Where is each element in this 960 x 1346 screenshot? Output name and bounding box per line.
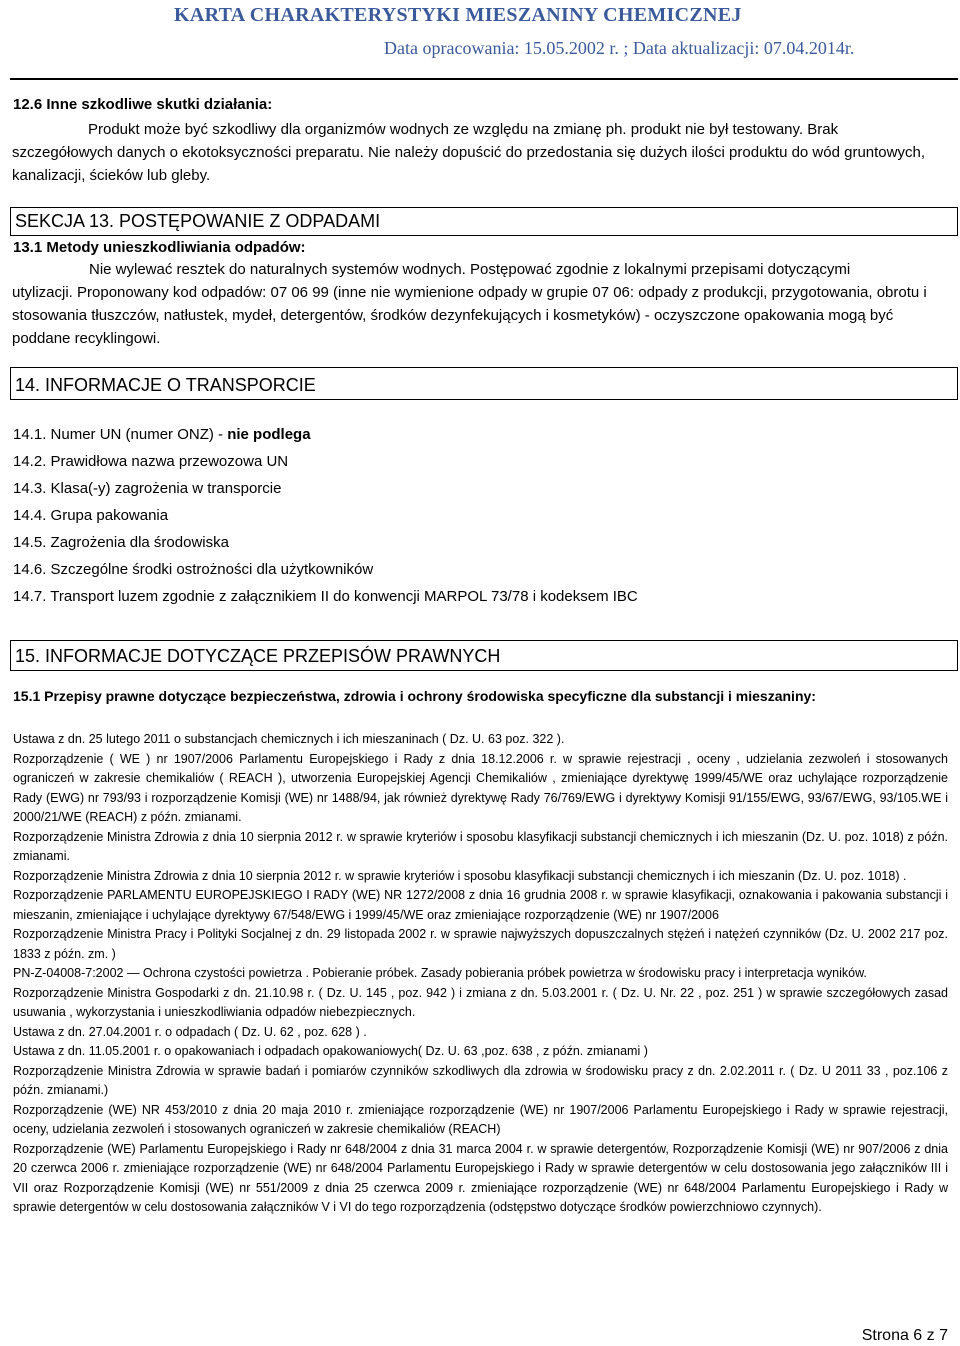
list-item: 14.7. Transport luzem zgodnie z załącznikiem II do konwencji MARPOL 73/78 i kodeksem IBC <box>13 588 638 605</box>
regulation-paragraph: Ustawa z dn. 27.04.2001 r. o odpadach ( Dz. U. 62 , poz. 628 ) . <box>13 1024 367 1039</box>
regulation-paragraph: Rozporządzenie Ministra Pracy i Polityki Socjalnej z dn. 29 listopada 2002 r. w sprawie najwyższych dopuszczalnych stężeń i natężeń czynników (Dz. U. 2002 217 poz. 1833 z późn. zm. ) <box>13 927 948 961</box>
regulation-paragraph: Rozporządzenie Ministra Gospodarki z dn. 21.10.98 r. ( Dz. U. 145 , poz. 942 ) i zmiana z dn. 5.03.2001 r. ( Dz. U. Nr. 22 , poz. 251 ) w sprawie szczegółowych zasad usuwania , wykorzystania i unieszkodliwiania odpadów niebezpiecznych. <box>13 985 948 1019</box>
list-item-value: nie podlega <box>227 426 311 443</box>
header-divider <box>10 78 958 80</box>
regulation-paragraph: Rozporządzenie Ministra Zdrowia w sprawie badań i pomiarów czynników szkodliwych dla zdrowia w środowisku pracy z dn. 2.02.2011 r. ( Dz. U 2011 33 , poz.106 z późn. zmianami.) <box>13 1063 948 1097</box>
section-12-6-heading: 12.6 Inne szkodliwe skutki działania: <box>13 96 273 113</box>
section-13-title: SEKCJA 13. POSTĘPOWANIE Z ODPADAMI <box>15 211 381 231</box>
section-12-6-line-rest: szczegółowych danych o ekotoksyczności preparatu. Nie należy dopuścić do przedostania się dużych ilości produktu do wód gruntowych, kanalizacji, ścieków lub gleby. <box>12 144 925 184</box>
section-12-6-text <box>12 118 950 187</box>
section-13-title-box <box>10 207 958 236</box>
list-item: 14.3. Klasa(-y) zagrożenia w transporcie <box>13 480 282 497</box>
list-item: 14.4. Grupa pakowania <box>13 507 169 524</box>
list-item: 14.5. Zagrożenia dla środowiska <box>13 534 229 551</box>
list-item: 14.1. Numer UN (numer ONZ) - nie podlega <box>13 426 311 443</box>
regulation-paragraph: Ustawa z dn. 11.05.2001 r. o opakowaniach i odpadach opakowaniowych( Dz. U. 63 ,poz. 638 , z późn. zmianami ) <box>13 1044 648 1058</box>
section-13-1-heading: 13.1 Metody unieszkodliwiania odpadów: <box>13 239 306 256</box>
regulation-paragraph: Ustawa z dn. 25 lutego 2011 o substancjach chemicznych i ich mieszaninach ( Dz. U. 63 poz. 322 ). <box>13 732 565 746</box>
regulation-paragraph: Rozporządzenie (WE) NR 453/2010 z dnia 20 maja 2010 r. zmieniające rozporządzenie (WE) nr 1907/2006 Parlamentu Europejskiego i Rady w sprawie rejestracji, oceny, udzielania zezwoleń i stosowanych ograniczeń w zakresie chemikaliów (REACH) <box>13 1102 948 1136</box>
list-item: 14.6. Szczególne środki ostrożności dla użytkowników <box>13 561 374 578</box>
regulation-paragraph: PN-Z-04008-7:2002 — Ochrona czystości powietrza . Pobieranie próbek. Zasady pobierania próbek powietrza w środowisku pracy i interpretacja wyników. <box>13 966 867 980</box>
section-15-title: 15. INFORMACJE DOTYCZĄCE PRZEPISÓW PRAWNYCH <box>15 646 501 666</box>
list-item: 14.2. Prawidłowa nazwa przewozowa UN <box>13 453 289 470</box>
section-14-title: 14. INFORMACJE O TRANSPORCIE <box>15 375 316 395</box>
regulation-paragraph: Rozporządzenie PARLAMENTU EUROPEJSKIEGO I RADY (WE) NR 1272/2008 z dnia 16 grudnia 2008 r. w sprawie klasyfikacji, oznakowania i pakowania substancji i mieszanin, zmieniające i uchylające dyrektywy 67/548/EWG i 1999/45/WE oraz zmieniające rozporządzenie (WE) nr 1907/2006 <box>13 888 948 922</box>
section-15-1-text <box>13 730 948 1218</box>
regulation-paragraph: Rozporządzenie Ministra Zdrowia z dnia 10 sierpnia 2012 r. w sprawie kryteriów i sposobu klasyfikacji substancji chemicznych i ich mieszanin (Dz. U. poz. 1018) z późn. zmianami. <box>13 829 948 863</box>
section-13-1-line-rest: utylizacji. Proponowany kod odpadów: 07 06 99 (inne nie wymienione odpady w grupie 07 06: odpady z produkcji, przygotowania, obrotu i stosowania tłuszczów, natłustek, mydeł, detergentów, środków dezynfekujących i kosmetyków) - oczyszczone opakowania mogą być poddane recyklingowi. <box>12 284 927 347</box>
section-14-title-box <box>10 367 958 400</box>
section-12-6-line-1: Produkt może być szkodliwy dla organizmów wodnych ze względu na zmianę ph. produkt nie był testowany. Brak <box>88 121 839 138</box>
section-13-1-line-1: Nie wylewać resztek do naturalnych systemów wodnych. Postępować zgodnie z lokalnymi przepisami dotyczącymi <box>89 261 851 278</box>
regulation-paragraph: Rozporządzenie (WE) Parlamentu Europejskiego i Rady nr 648/2004 z dnia 31 marca 2004 r. w sprawie detergentów, Rozporządzenie Komisji (WE) nr 907/2006 z dnia 20 czerwca 2006 r. zmieniające rozporządzenie (WE) nr 648/2004 Parlamentu Europejskiego i Rady w sprawie detergentów w celu dostosowania jego załączników III i VII oraz Rozporządzenie Komisji (WE) nr 551/2009 z dnia 25 czerwca 2009 r. zmieniające rozporządzenie (WE) nr 648/2004 Parlamentu Europejskiego i Rady w sprawie detergentów w celu dostosowania załączników V i VI do tego rozporządzenia (odstępstwo dotyczące środków powierzchniowo czynnych). <box>13 1141 948 1214</box>
document-title: KARTA CHARAKTERYSTYKI MIESZANINY CHEMICZNEJ <box>174 4 742 26</box>
document-dates: Data opracowania: 15.05.2002 r. ; Data aktualizacji: 07.04.2014r. <box>384 38 855 58</box>
page-number: Strona 6 z 7 <box>861 1327 948 1344</box>
regulation-paragraph: Rozporządzenie Ministra Zdrowia z dnia 10 sierpnia 2012 r. w sprawie kryteriów i sposobu klasyfikacji substancji chemicznych i ich mieszanin (Dz. U. poz. 1018) . <box>13 868 907 883</box>
section-14-list <box>13 423 913 612</box>
section-15-1-heading: 15.1 Przepisy prawne dotyczące bezpieczeństwa, zdrowia i ochrony środowiska specyficzne dla substancji i mieszaniny: <box>13 688 816 704</box>
section-13-1-text <box>12 258 947 350</box>
regulation-paragraph: Rozporządzenie ( WE ) nr 1907/2006 Parlamentu Europejskiego i Rady z dnia 18.12.2006 r. w sprawie rejestracji , oceny , udzielania zezwoleń i stosowanych ograniczeń w zakresie chemikaliów ( REACH ), utworzenia Europejskiej Agencji Chemikaliów , zmieniające dyrektywę 1999/45/WE oraz uchylające rozporządzenie Rady (EWG) nr 793/93 i rozporządzenie Komisji (WE) nr 1488/94, jak również dyrektywę Rady 76/769/EWG i dyrektywy Komisji 91/155/EWG, 93/67/EWG, 93/105.WE i 2000/21/WE (REACH) z późn. zmianami. <box>13 751 948 824</box>
section-15-title-box <box>10 640 958 671</box>
